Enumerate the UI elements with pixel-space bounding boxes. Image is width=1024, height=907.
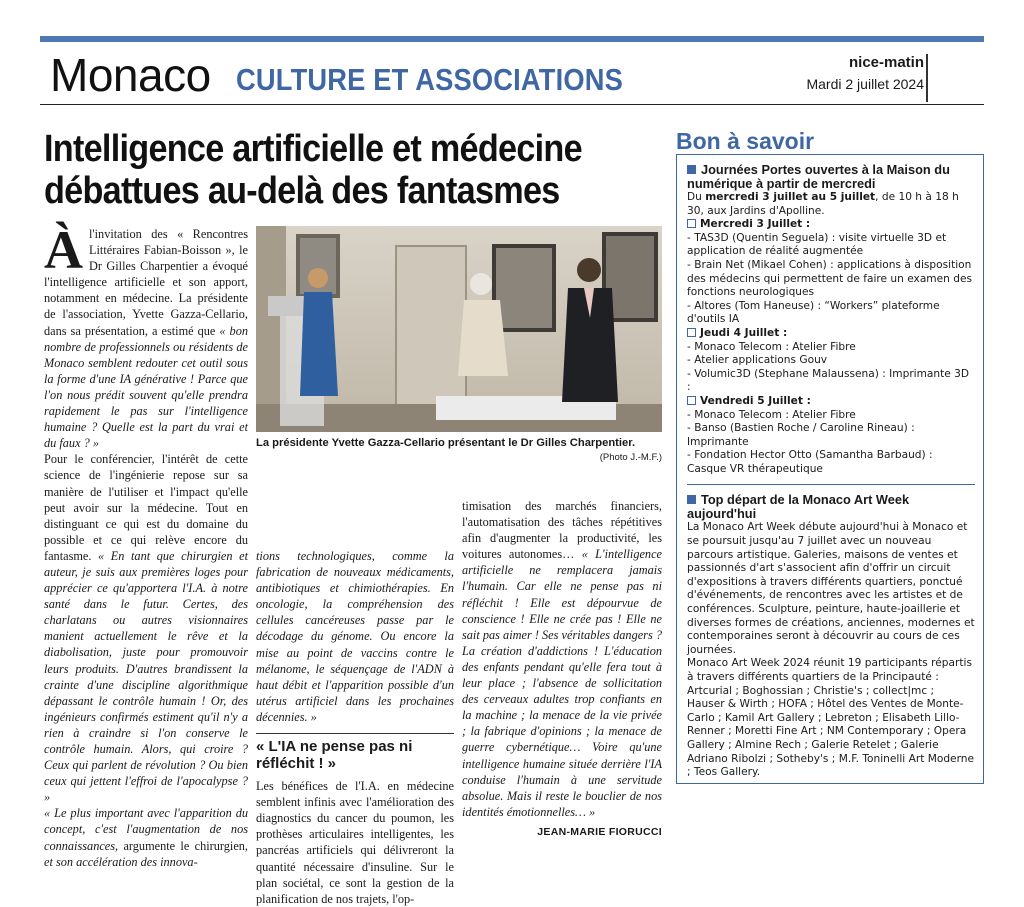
intro-pre: Du bbox=[687, 191, 706, 203]
sidebar-item2-body bbox=[687, 521, 975, 779]
intro-post: , de 10 h à 18 h 30, aux Jardins d'Apolline. bbox=[687, 191, 959, 217]
list-item: - Atelier applications Gouv bbox=[687, 354, 828, 367]
page-header bbox=[40, 48, 984, 104]
checkbox-icon bbox=[687, 219, 696, 228]
day-label-thu bbox=[687, 327, 975, 341]
day-label-wed-text: Mercredi 3 Juillet : bbox=[700, 218, 811, 231]
author-byline: JEAN-MARIE FIORUCCI bbox=[537, 825, 662, 838]
day-label-fri bbox=[687, 395, 975, 409]
sidebar-item2-paragraph-1: La Monaco Art Week débute aujourd'hui à Monaco et se poursuit jusqu'au 7 juillet avec un nouveau parcours artistique. Galeries, maisons de ventes et passionnés d'art s'associent afin d'offrir un circuit d'expositions à travers différents quartiers, ponctué d'événements, de rencontres avec les artistes et de conférences. Sculpture, peinture, haute-joaillerie et diverses formes de créations, anciennes, modernes et contemporaines seront à découvrir au cours de ces journées. bbox=[687, 521, 975, 656]
col3-text: timisation des marchés financiers, l'automatisation des tâches répétitives afin d'augmenter la productivité, les voitures autonomes… bbox=[462, 499, 662, 562]
article-column-3 bbox=[462, 498, 662, 840]
list-item: - Brain Net (Mikael Cohen) : applications à disposition des médecins qui permettent de faire un examen des fonctions neurologiques bbox=[687, 258, 972, 299]
sidebar-item1-heading bbox=[687, 163, 975, 191]
col1-paragraph-2: Pour le conférencier, l'intérêt de cette science de l'ingénierie repose sur sa manière de l'utiliser et l'impact qu'elle peut avoir sur la médecine. Tout en distinguant ce qui est du domaine du possible et ce qui relève encore du fantasme. bbox=[44, 452, 248, 563]
day-label-thu-text: Jeudi 4 Juillet : bbox=[700, 326, 788, 339]
list-item: - Banso (Bastien Roche / Caroline Rineau) : Imprimante bbox=[687, 422, 915, 448]
sidebar-item1-body bbox=[687, 191, 975, 476]
col2-quote: tions technologiques, comme la fabrication de nouveaux médicaments, antibiotiques et chimiothérapies. En oncologie, la compréhension des cellules cancéreuses passe par le décodage du génome. Ou encore la mise au point de vaccins contre le mélanome, le séquençage de l'ADN à haut débit et l'apparition possible d'un utérus artificiel dans les prochaines décennies. » bbox=[256, 549, 454, 724]
day-label-fri-text: Vendredi 5 Juillet : bbox=[700, 394, 811, 407]
checkbox-icon bbox=[687, 396, 696, 405]
sidebar-item2-heading-text: Top départ de la Monaco Art Week aujourd'hui bbox=[687, 492, 910, 522]
article-column-1 bbox=[44, 220, 249, 870]
article-column-2 bbox=[256, 548, 454, 907]
list-item: - Monaco Telecom : Atelier Fibre bbox=[687, 408, 856, 421]
col3-quote: « L'intelligence artificielle ne remplacera jamais l'humain. Car elle ne pense pas ni réfléchit ! Elle est dépourvue de conscience ! Elle ne crée pas ! Elle ne sait pas aimer ! Ses véritables dangers ? La création d'addictions ! L'éducation des enfants pendant qu'elle fera tout à leur place ; l'absence de sollicitation des cerveaux adultes trop confiants en la machine ; la menace de la vie privée ; la fabrique d'opinions ; la menace de guerre cybernétique… Voire qu'une intelligence humaine située derrière l'IA conduise l'humain à une servitude absolue. Mais il reste le bouclier de nos identités émotionnelles… » bbox=[462, 547, 662, 819]
col1-quote: « bon nombre de professionnels ou résidents de Monaco semblent redouter cet outil sous la forme d'une IA générative ! Parce que l'on nous prédit souvent qu'elle prendra rapidement le pas sur l'intelligence humaine ? Quelle est la part du vrai et du faux ? » bbox=[44, 323, 249, 451]
article-photo bbox=[256, 226, 662, 432]
sidebar-item2-paragraph-2: Monaco Art Week 2024 réunit 19 participants répartis à travers différents quartiers de la Principauté : Artcurial ; Boghossian ; Christie's ; collect|mc ; Hauser & Wirth ; HOFA ; Hôtel des Ventes de Monte-Carlo ; Kamil Art Gallery ; Lebreton ; Elisabeth Lillo-Renner ; Moretti Fine Art ; NM Contemporary ; Opera Gallery ; Almine Rech ; Galerie Retelet ; Galerie Adriano Ribolzi ; Sotheby's ; M.F. Toninelli Art Moderne ; Teos Gallery. bbox=[687, 657, 974, 779]
day-label-wed bbox=[687, 218, 975, 232]
bon-a-savoir-sidebar bbox=[676, 128, 984, 788]
list-item: - Monaco Telecom : Atelier Fibre bbox=[687, 340, 856, 353]
photo-illustration bbox=[256, 226, 662, 432]
top-accent-bar bbox=[40, 36, 984, 42]
sidebar-box bbox=[676, 154, 984, 784]
drop-cap: À bbox=[44, 220, 83, 280]
square-bullet-icon bbox=[687, 165, 696, 174]
sidebar-item1-intro bbox=[687, 191, 975, 218]
col2-paragraph: Les bénéfices de l'I.A. en médecine semblent infinis avec l'amélioration des diagnostics du cancer du poumon, les prothèses articulaires intelligentes, les pancréas artificiels qui délivreront la quantité nécessaire d'insuline. Sur le plan sociétal, ce sont la gestion de la planification de nos trajets, l'op- bbox=[256, 779, 454, 906]
checkbox-icon bbox=[687, 328, 696, 337]
col1-quote-4: et son accélération des innova- bbox=[44, 854, 198, 869]
header-rule bbox=[40, 104, 984, 105]
headline-line-2: débattues au-delà des fantasmes bbox=[44, 170, 560, 212]
intro-dates: mercredi 3 juillet au 5 juillet bbox=[705, 191, 876, 203]
headline-line-1: Intelligence artificielle et médecine bbox=[44, 128, 582, 170]
list-item: - Volumic3D (Stephane Malaussena) : Imprimante 3D : bbox=[687, 367, 970, 394]
col1-quote-3: « Le plus important avec l'apparition du concept, c'est l'augmentation de nos connaissances, bbox=[44, 806, 248, 853]
article-subheading: « L'IA ne pense pas ni réfléchit ! » bbox=[256, 733, 454, 772]
sidebar-title: Bon à savoir bbox=[676, 128, 815, 154]
issue-date: Mardi 2 juillet 2024 bbox=[806, 76, 924, 92]
sidebar-item2-heading bbox=[687, 493, 975, 521]
article-headline bbox=[44, 128, 602, 212]
header-divider bbox=[926, 54, 928, 102]
photo-credit: (Photo J.-M.F.) bbox=[599, 452, 662, 463]
newspaper-name: nice-matin bbox=[848, 54, 924, 71]
section-title: CULTURE ET ASSOCIATIONS bbox=[236, 62, 623, 97]
city-title: Monaco bbox=[50, 49, 211, 101]
col1-intro: l'invitation des « Rencontres Littéraires Fabian-Boisson », le Dr Gilles Charpentier a évoqué l'intelligence artificielle et son apport, notamment en médecine. La présidente de l'association, Yvette Gazza-Cellario, dans sa présentation, a estimé que bbox=[44, 227, 248, 338]
sidebar-divider bbox=[687, 484, 975, 485]
list-item: - Fondation Hector Otto (Samantha Barbaud) : Casque VR thérapeutique bbox=[687, 449, 933, 475]
list-item: - TAS3D (Quentin Seguela) : visite virtuelle 3D et application de réalité augmentée bbox=[687, 231, 947, 258]
photo-caption: La présidente Yvette Gazza-Cellario présentant le Dr Gilles Charpentier. bbox=[256, 437, 636, 449]
col1-quote-2: « En tant que chirurgien et auteur, je suis aux premières loges pour apprécier ce qu'apportera l'I.A. à notre santé dans le futur. Certes, des charlatans ou autres visionnaires manient actuellement le rêve et la diabolisation, juste pour promouvoir leurs produits. D'autres brandissent la crainte d'une discipline algorithmique dépassant le contrôle humain ! Or, des ingénieurs confirmés estiment qu'il n'y a rien à craindre si l'on conserve le contrôle humain. Alors, qui croire ? Ceux qui parlent de révolution ? Ou bien ceux qui jettent l'effroi de l'apocalypse ? » bbox=[44, 548, 248, 805]
col1-attribution: argumente le chirurgien, bbox=[118, 838, 248, 853]
square-bullet-icon bbox=[687, 495, 696, 504]
sidebar-item1-heading-text: Journées Portes ouvertes à la Maison du numérique à partir de mercredi bbox=[687, 162, 950, 191]
list-item: - Altores (Tom Haneuse) : “Workers” plateforme d'outils IA bbox=[687, 299, 940, 326]
